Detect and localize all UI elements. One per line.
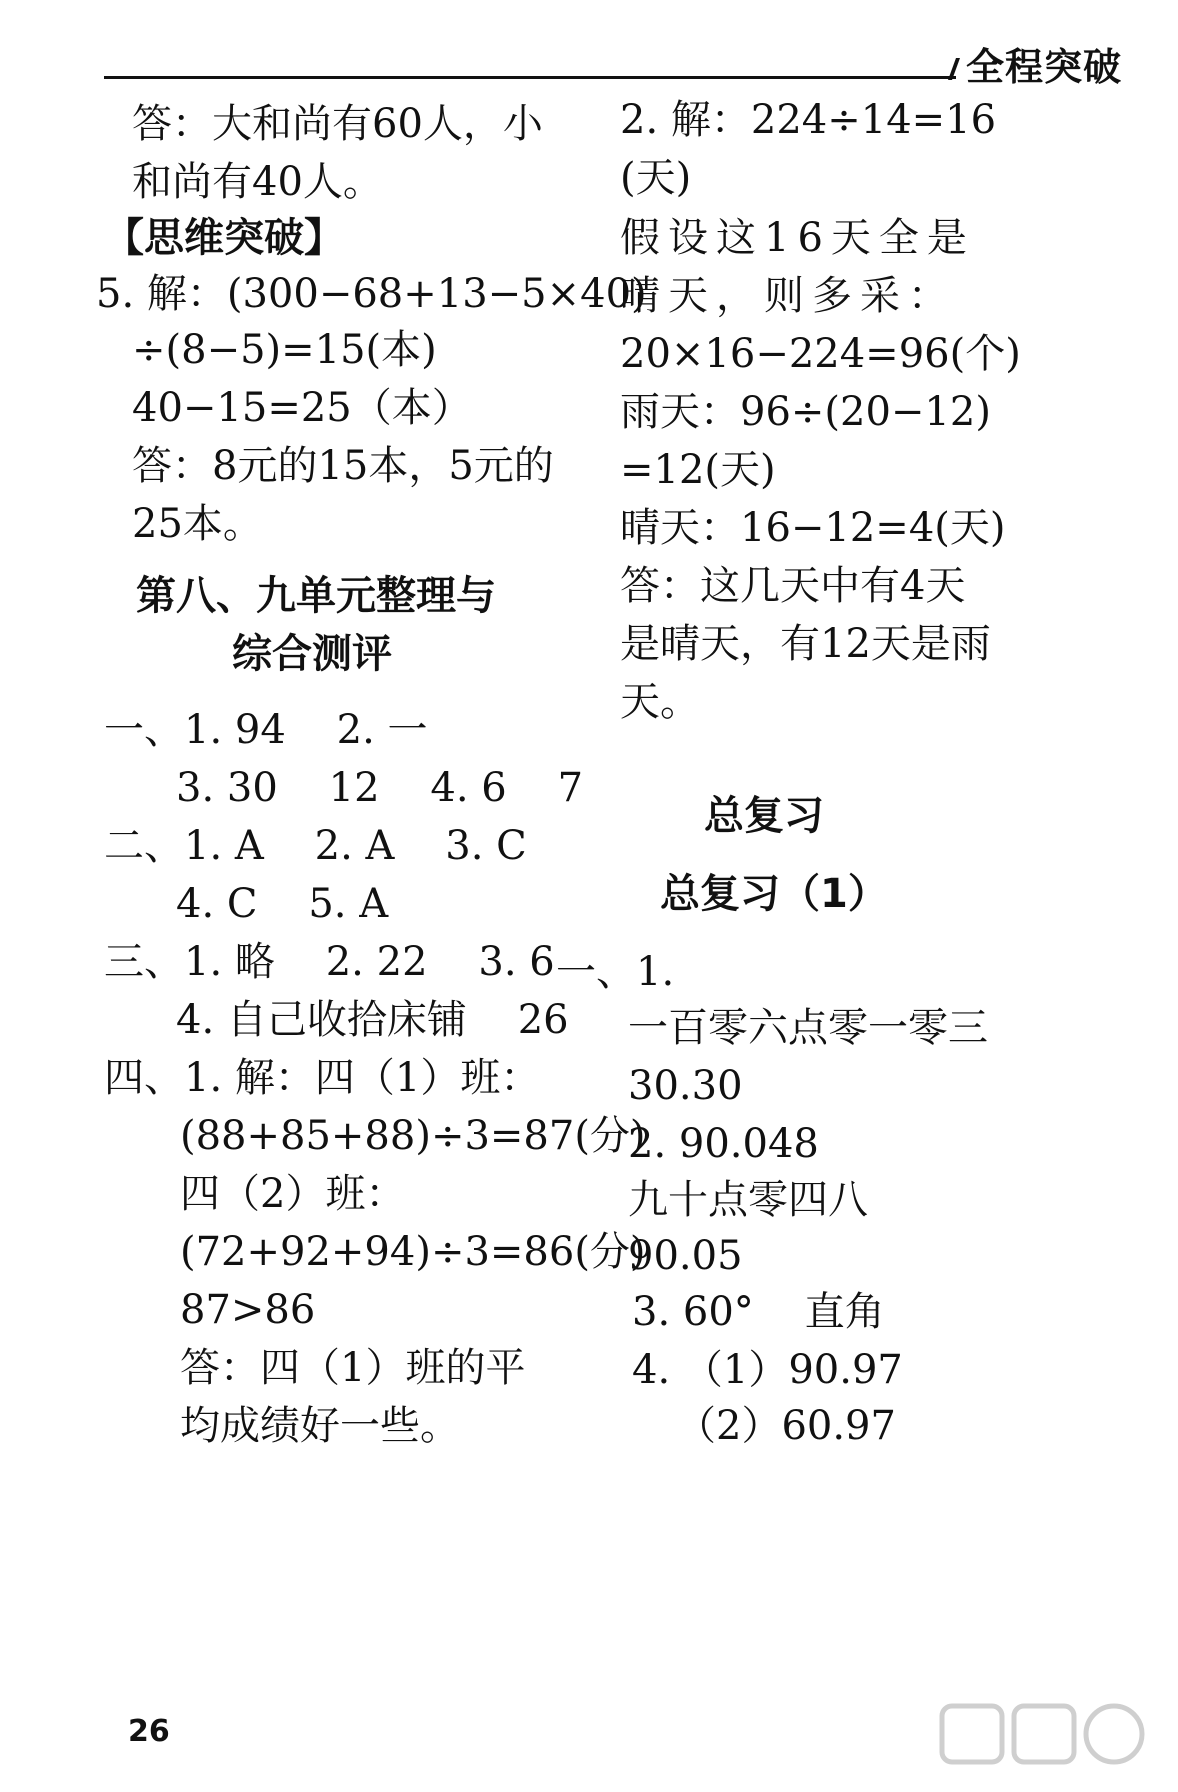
solution-line: (88+85+88)÷3=87(分)	[180, 1113, 646, 1159]
answer-line: 一、1. 94 2. 一	[104, 707, 428, 753]
answer-line: 30.30	[628, 1063, 743, 1109]
solution-line: 均成绩好一些。	[180, 1403, 460, 1449]
solution-line: 晴天，则多采：	[620, 273, 956, 319]
answer-line: 和尚有40人。	[132, 159, 383, 205]
answer-line: 3. 30 12 4. 6 7	[176, 765, 584, 811]
answer-line: 4. C 5. A	[176, 881, 389, 927]
solution-line: 40−15=25（本）	[132, 385, 472, 431]
solution-line: 答：8元的15本，5元的	[132, 443, 554, 489]
solution-line: 20×16−224=96(个)	[620, 331, 1021, 377]
answer-line: 三、1. 略 2. 22 3. 6	[104, 939, 555, 985]
solution-line: 晴天：16−12=4(天)	[620, 505, 1006, 551]
solution-line: ÷(8−5)=15(本)	[132, 327, 437, 373]
header-brand: 全程突破	[966, 45, 1123, 89]
watermark-logo-icon	[938, 1700, 1168, 1786]
solution-line: =12(天)	[620, 447, 776, 493]
answer-line: 答：大和尚有60人，小	[132, 101, 543, 147]
answer-line: 九十点零四八	[628, 1177, 868, 1223]
page-number: 26	[128, 1714, 170, 1749]
solution-line: 25本。	[132, 501, 263, 547]
solution-line: 答：四（1）班的平	[180, 1345, 526, 1391]
solution-line: 是晴天，有12天是雨	[620, 621, 991, 667]
section-heading: 【思维突破】	[104, 215, 344, 261]
solution-line: 87>86	[180, 1287, 316, 1333]
solution-line: (天)	[620, 155, 692, 201]
solution-line: 答：这几天中有4天	[620, 563, 966, 609]
answer-line: 二、1. A 2. A 3. C	[104, 823, 527, 869]
solution-line: 5. 解：(300−68+13−5×40)	[96, 271, 647, 317]
answer-line: 4. 自己收拾床铺 26	[176, 997, 569, 1043]
solution-line: 四（2）班：	[180, 1171, 406, 1217]
answer-line: 90.05	[628, 1233, 743, 1279]
review-title: 总复习	[704, 793, 824, 839]
solution-line: (72+92+94)÷3=86(分)	[180, 1229, 646, 1275]
review-subtitle: 总复习（1）	[660, 871, 888, 917]
solution-line: 雨天：96÷(20−12)	[620, 389, 991, 435]
solution-line: 四、1. 解：四（1）班：	[104, 1055, 541, 1101]
unit-title: 第八、九单元整理与	[136, 573, 496, 619]
answer-line: 4. （1）90.97	[632, 1347, 903, 1393]
answer-line: 2. 90.048	[628, 1121, 819, 1167]
solution-line: 假设这16天全是	[620, 215, 975, 261]
answer-line: 3. 60° 直角	[632, 1289, 885, 1335]
answer-line: （2）60.97	[676, 1403, 896, 1449]
solution-line: 天。	[620, 679, 700, 725]
header-rule	[104, 76, 956, 79]
unit-title: 综合测评	[232, 631, 392, 677]
answer-line: 一百零六点零一零三	[628, 1005, 988, 1051]
solution-line: 2. 解：224÷14=16	[620, 97, 997, 143]
answer-line: 一、1.	[556, 949, 675, 995]
